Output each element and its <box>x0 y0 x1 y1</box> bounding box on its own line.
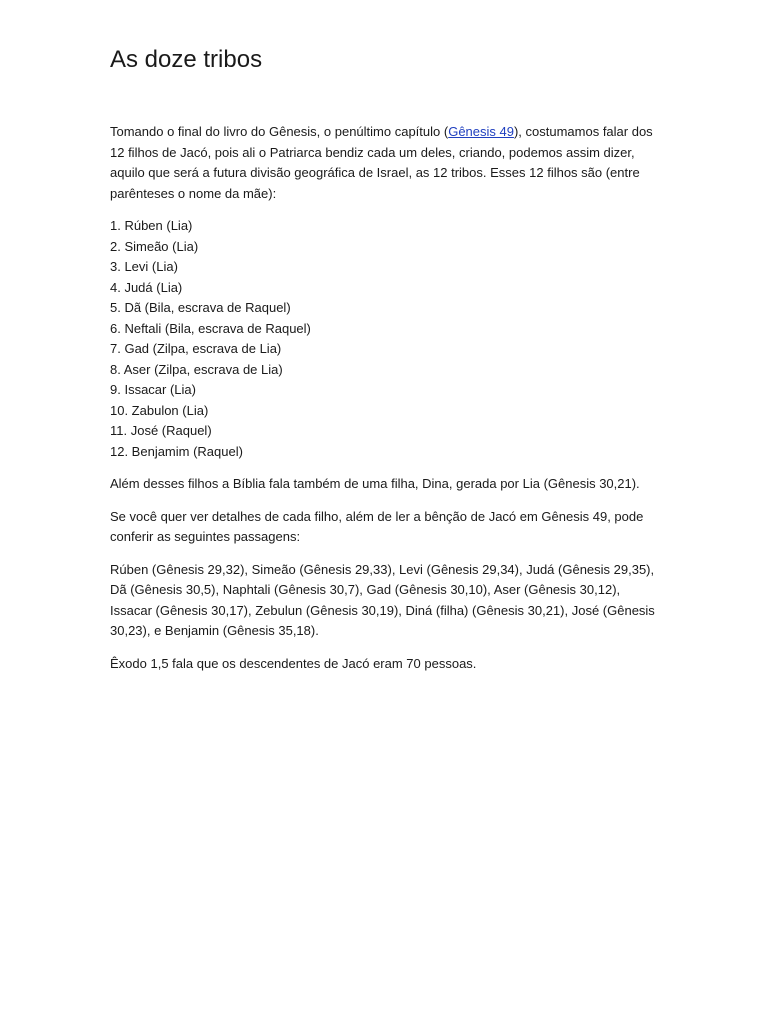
list-item: 1. Rúben (Lia) <box>110 218 193 233</box>
daughter-paragraph: Além desses filhos a Bíblia fala também de uma filha, Dina, gerada por Lia (Gênesis 30,21). <box>110 476 640 491</box>
list-item: 5. Dã (Bila, escrava de Raquel) <box>110 300 291 315</box>
passages-paragraph: Rúben (Gênesis 29,32), Simeão (Gênesis 29,33), Levi (Gênesis 29,34), Judá (Gênesis 29,35), Dã (Gênesis 30,5), Naphtali (Gênesis 30,7), Gad (Gênesis 30,10), Aser (Gênesis 30,12), Issacar (Gênesis 30,17), Zebulun (Gênesis 30,19), Diná (filha) (Gênesis 30,21), José (Gênesis 30,23), e Benjamin (Gênesis 35,18). <box>110 561 655 638</box>
list-item: 10. Zabulon (Lia) <box>110 402 209 418</box>
intro-text-before-link: Tomando o final do livro do Gênesis, o penúltimo capítulo ( <box>110 124 449 139</box>
list-item: 11. José (Raquel) <box>110 423 212 438</box>
list-item: 3. Levi (Lia) <box>110 259 178 274</box>
intro-text-after-link: ), costumamos falar dos 12 filhos de Jacó, pois ali o Patriarca bendiz cada um deles, criando, podemos assim dizer, aquilo que será a futura divisão geográfica de Israel, as 12 tribos. Esses 12 filhos são (entre parênteses o nome da mãe): <box>110 124 653 201</box>
genesis-49-link[interactable]: Gênesis 49 <box>448 124 514 139</box>
list-item: 8. Aser (Zilpa, escrava de Lia) <box>110 361 283 377</box>
tribes-list <box>110 216 655 462</box>
list-item: 9. Issacar (Lia) <box>110 382 196 397</box>
document-body <box>110 122 655 686</box>
page-title: As doze tribos <box>110 46 263 73</box>
list-item: 12. Benjamim (Raquel) <box>110 443 243 459</box>
list-item: 6. Neftali (Bila, escrava de Raquel) <box>110 320 311 336</box>
exodus-paragraph: Êxodo 1,5 fala que os descendentes de Jacó eram 70 pessoas. <box>110 655 477 671</box>
details-paragraph: Se você quer ver detalhes de cada filho, além de ler a bênção de Jacó em Gênesis 49, pode conferir as seguintes passagens: <box>110 508 644 544</box>
intro-paragraph <box>110 122 655 204</box>
list-item: 7. Gad (Zilpa, escrava de Lia) <box>110 341 282 356</box>
list-item: 4. Judá (Lia) <box>110 279 183 295</box>
list-item: 2. Simeão (Lia) <box>110 238 199 254</box>
